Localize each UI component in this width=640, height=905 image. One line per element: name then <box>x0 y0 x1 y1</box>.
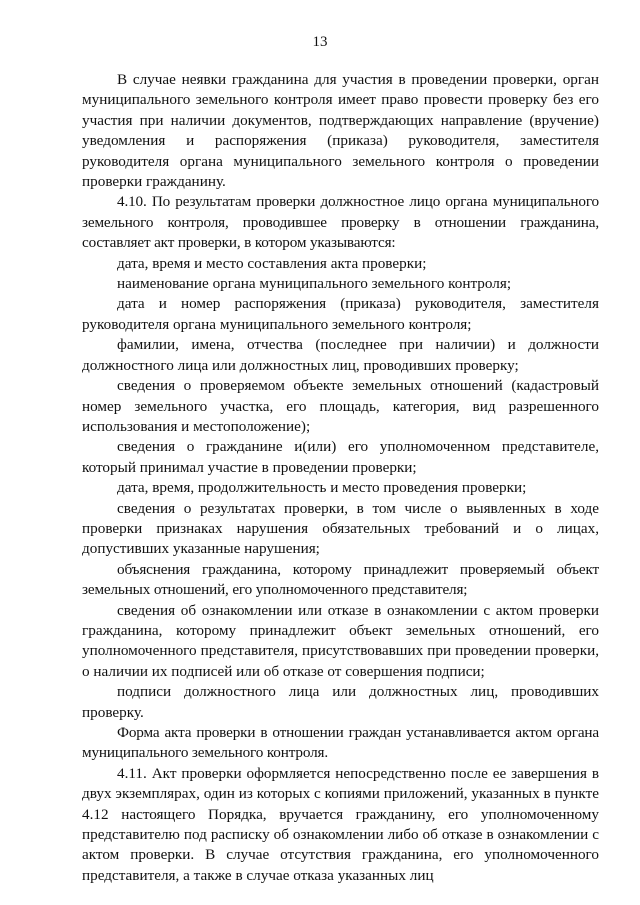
list-item-acquaintance-info: сведения об ознакомлении или отказе в ознакомлении с актом проверки гражданина, которому принадлежит объект земельных отношений, его уполномоченного представителя, присутствовавших при проведении проверки, о наличии их подписей или об отказе от совершения подписи; <box>82 601 599 680</box>
paragraph-act-form: Форма акта проверки в отношении граждан устанавливается актом органа муниципального земельного контроля. <box>82 724 599 762</box>
paragraph-4-10-intro: 4.10. По результатам проверки должностное лицо органа муниципального земельного контроля, проводившее проверку в отношении гражданина, составляет акт проверки, в котором указываются: <box>82 193 599 252</box>
list-item-inspection-duration: дата, время, продолжительность и место проведения проверки; <box>117 479 527 497</box>
list-item-land-object-info: сведения о проверяемом объекте земельных отношений (кадастровый номер земельного участка, его площадь, категория, вид разрешенного использования и местоположение); <box>82 377 599 435</box>
paragraph-absence-of-citizen: В случае неявки гражданина для участия в проведении проверки, орган муниципального земельного контроля имеет право провести проверку без его участия при наличии документов, подтверждающих направление (вручение) уведомления и распоряжения (приказа) руководителя, заместителя руководителя органа муниципального земельного контроля о проведении проверки гражданину. <box>82 71 599 191</box>
document-body <box>82 70 599 886</box>
list-item-citizen-explanations: объяснения гражданина, которому принадлежит проверяемый объект земельных отношений, его уполномоченного представителя; <box>82 560 599 599</box>
list-item-date-time-place: дата, время и место составления акта проверки; <box>117 254 427 272</box>
page-number: 13 <box>312 34 328 50</box>
list-item-officials-names: фамилии, имена, отчества (последнее при наличии) и должности должностного лица или должностных лиц, проводивших проверку; <box>82 336 599 374</box>
paragraph-4-11: 4.11. Акт проверки оформляется непосредственно после ее завершения в двух экземплярах, один из которых с копиями приложений, указанных в пункте 4.12 настоящего Порядка, вручается гражданину, его уполномоченному представителю под расписку об ознакомлении либо об отказе в ознакомлении с актом проверки. В случае отсутствия гражданина, его уполномоченного представителя, а также в случае отказа указанных лиц <box>82 764 599 884</box>
list-item-control-body-name: наименование органа муниципального земельного контроля; <box>117 275 512 293</box>
list-item-officials-signatures: подписи должностного лица или должностных лиц, проводивших проверку. <box>82 683 599 721</box>
list-item-inspection-results: сведения о результатах проверки, в том числе о выявленных в ходе проверки признаках нарушения обязательных требований и о лицах, допустивших указанные нарушения; <box>82 499 599 558</box>
list-item-citizen-representative: сведения о гражданине и(или) его уполномоченном представителе, который принимал участие в проведении проверки; <box>82 438 599 476</box>
list-item-order-date-number: дата и номер распоряжения (приказа) руководителя, заместителя руководителя органа муниципального земельного контроля; <box>82 295 599 333</box>
